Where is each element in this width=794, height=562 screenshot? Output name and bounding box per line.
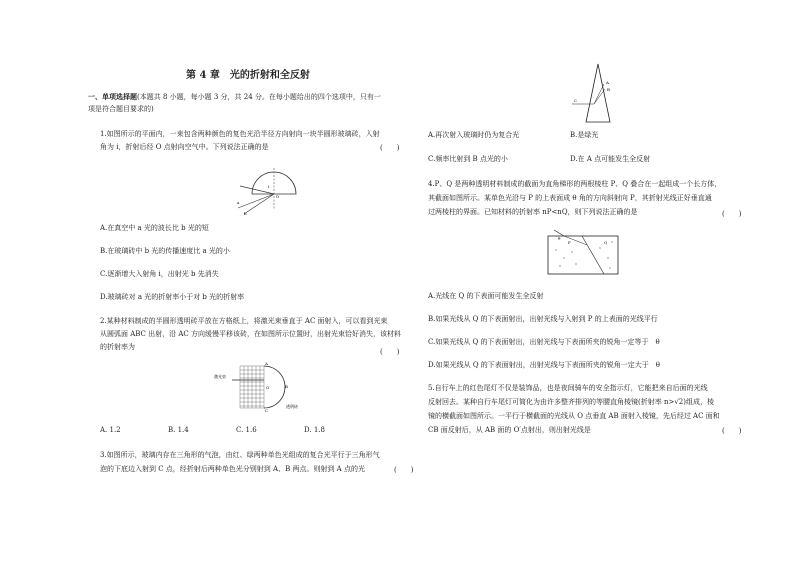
q1-option-a: A.在真空中 a 光的波长比 b 光的短 bbox=[100, 224, 209, 232]
q2-label-o: O bbox=[266, 385, 270, 390]
q2-label-b: B bbox=[285, 384, 288, 389]
q2-label-laser: 激光束 bbox=[214, 374, 226, 379]
q1-stem-1: 1.如图所示的平面内，一束包含两种颜色的复色光沿半径方向射向一块半圆形玻璃砖，入射 bbox=[100, 130, 380, 138]
q3-option-d: D.在 A 点可能发生全反射 bbox=[570, 155, 651, 163]
q5-answer-paren: ( ) bbox=[722, 427, 742, 435]
q4-label-p: P bbox=[568, 240, 571, 245]
q4-figure bbox=[542, 228, 622, 276]
q3-label-c: C bbox=[574, 98, 578, 103]
q1-option-c: C.逐渐增大入射角 i，出射光 b 先消失 bbox=[100, 270, 219, 278]
q2-label-a: A bbox=[265, 361, 268, 366]
chapter-title: 第 4 章 光的折射和全反射 bbox=[186, 70, 310, 81]
q4-label-theta: θ bbox=[558, 236, 561, 241]
q4-option-d: D.如果光线从 Q 的下表面射出，出射光线与下表面所夹的锐角一定大于 θ bbox=[428, 361, 660, 369]
section-heading: 一、单项选择题 bbox=[88, 92, 137, 101]
q5-stem-2: 反射回去。某种自行车尾灯可简化为由许多整齐排列的等腰直角棱镜(折射率 n>√2)组成，棱 bbox=[428, 398, 714, 406]
q3-option-c: C.频率比射到 B 点光的小 bbox=[428, 155, 508, 163]
q3-stem-2: 泡的下底边入射到 C 点，经折射后两种单色光分别射到 A、B 两点。则射到 A 点的光 bbox=[100, 465, 365, 473]
section-heading-line bbox=[88, 92, 381, 102]
q2-option-c: C. 1.6 bbox=[236, 426, 257, 434]
q1-option-d: D.玻璃砖对 a 光的折射率小于对 b 光的折射率 bbox=[100, 293, 245, 301]
q4-stem-3: 过两棱柱的界面。已知材料的折射率 nP<nQ，则下列说法正确的是 bbox=[428, 208, 638, 216]
q3-option-a: A.再次射入玻璃时仍为复合光 bbox=[428, 131, 520, 139]
q3-answer-paren: ( ) bbox=[394, 466, 414, 474]
q4-answer-paren: ( ) bbox=[722, 210, 742, 218]
q1-label-a: a bbox=[237, 200, 240, 205]
q4-label-q: Q bbox=[604, 240, 608, 245]
q2-label-c: C bbox=[265, 408, 269, 413]
q3-figure bbox=[568, 62, 624, 124]
q1-figure bbox=[232, 164, 316, 216]
q4-option-c: C.如果光线从 Q 的下表面射出，出射光线与下表面所夹的锐角一定等于 θ bbox=[428, 338, 660, 346]
q1-answer-paren: ( ) bbox=[380, 144, 400, 152]
q3-label-b: B bbox=[607, 87, 610, 92]
q2-stem-1: 2.某种材料制成的半圆形透明砖平放在方格纸上，将激光束垂直于 AC 面射入，可以看到光束 bbox=[100, 317, 388, 325]
q3-ray-b bbox=[594, 89, 605, 104]
q1-label-b: b bbox=[244, 211, 247, 216]
q4-dots bbox=[555, 241, 612, 268]
q2-stem-3: 的折射率为 bbox=[100, 343, 135, 351]
q4-box bbox=[548, 236, 618, 274]
q3-label-a: A bbox=[606, 80, 609, 85]
q5-stem-1: 5.自行车上的红色尾灯不仅是装饰品，也是夜间骑车的安全指示灯，它能把来自后面的光线 bbox=[428, 384, 708, 392]
q5-stem-4: CB 面反射后，从 AB 面的 O′点射出，则出射光线是 bbox=[428, 426, 591, 434]
q5-stem-3: 镜的横截面如图所示。一平行于横截面的光线从 O 点垂直 AB 面射入棱镜，先后经过 AC 面和 bbox=[428, 412, 720, 420]
q3-prism bbox=[586, 64, 610, 122]
q1-option-b: B.在玻璃砖中 b 光的传播速度比 a 光的小 bbox=[100, 247, 230, 255]
q2-figure bbox=[214, 362, 310, 412]
q3-ray-a bbox=[594, 84, 604, 104]
q4-stem-2: 其截面如图所示。某单色光沿与 P 的上表面成 θ 角的方向斜射向 P，其折射光线正好垂直通 bbox=[428, 194, 712, 202]
q2-grid bbox=[240, 366, 264, 408]
q2-label-brick: 透明砖 bbox=[286, 404, 298, 409]
section-note-2: 项是符合题目要求的) bbox=[88, 105, 154, 113]
q2-option-a: A. 1.2 bbox=[100, 426, 121, 434]
section-note: (本题共 8 小题，每小题 3 分，共 24 分。在每小题给出的四个选项中，只有一 bbox=[137, 93, 381, 101]
q1-label-o: O bbox=[276, 194, 280, 199]
q2-stem-2: 从圆弧面 ABC 出射，沿 AC 方向缓慢平移该砖，在如图所示位置时，出射光束恰好消失，该材料 bbox=[100, 330, 401, 338]
q2-option-d: D. 1.8 bbox=[304, 426, 325, 434]
q2-option-b: B. 1.4 bbox=[168, 426, 189, 434]
q4-stem-1: 4.P、Q 是两种透明材料制成的截面为直角梯形的两根棱柱 P、Q 叠合在一起组成一个长方体， bbox=[428, 180, 722, 188]
q3-stem-1: 3.如图所示，玻璃内存在三角形的气泡，由红、绿两种单色光组成的复合光平行于三角形气 bbox=[100, 451, 380, 459]
q1-label-i: i bbox=[268, 184, 270, 189]
q4-interface bbox=[582, 236, 604, 274]
q3-option-b: B.是绿光 bbox=[570, 131, 599, 139]
q1-stem-2: 角为 i，折射后经 O 点射向空气中。下列说法正确的是 bbox=[100, 143, 269, 151]
q4-option-a: A.光线在 Q 的下表面可能发生全反射 bbox=[428, 292, 544, 300]
q2-answer-paren: ( ) bbox=[380, 348, 400, 356]
q4-option-b: B.如果光线从 Q 的下表面射出，出射光线与入射到 P 的上表面的光线平行 bbox=[428, 315, 658, 323]
